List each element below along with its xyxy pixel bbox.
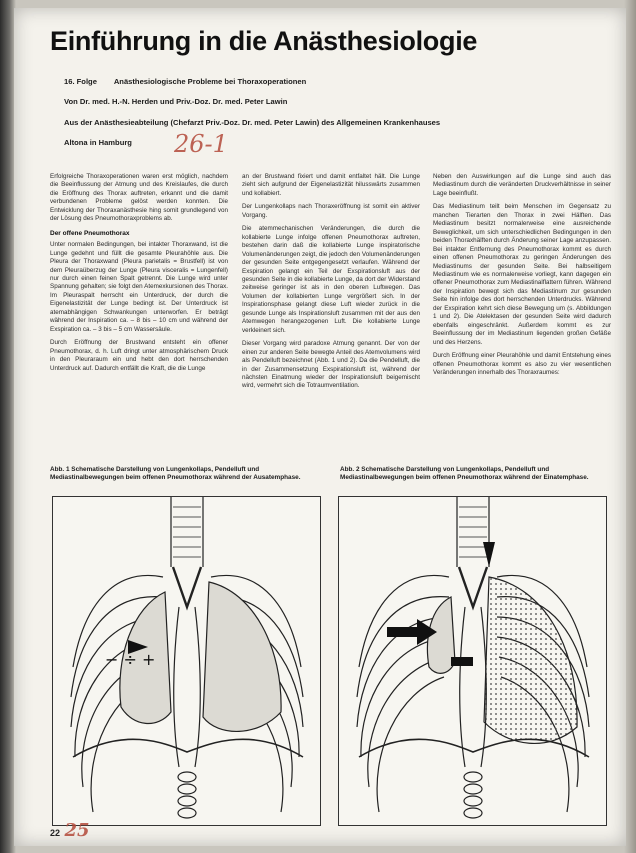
handwritten-page-number: 25 <box>64 820 90 841</box>
paragraph: Durch Eröffnung einer Pleurahöhle und damit Entstehung eines offenen Pneumothorax kommt es also zu vier wesentlichen Veränderungen innerhalb des Thoraxraumes: <box>433 352 611 376</box>
series-topic: Anästhesiologische Probleme bei Thoraxoperationen <box>113 77 307 86</box>
paragraph: Unter normalen Bedingungen, bei intakter Thoraxwand, ist die Lunge gedehnt und füllt die gesamte Pleurahöhle aus. Die Pleura der Thoraxwand (Pleura parietalis = Brustfell) ist von dem Pleuraüberzug der Lunge (Pleura visceralis = Lungenfell) nur durch einen feinen Spalt getrennt. Die Lunge wird unter Spannung gehalten; sie folgt den Atemexkursionen des Thorax. Im Pleuraspalt herrscht ein Unterdruck, der durch die Eigenelastizität der Lunge bedingt ist. Der Unterdruck ist atemabhängigen Schwankungen unterworfen. Er beträgt während der Inspiration ca. – 8 bis – 10 cm und während der Exspiration ca. – 3 bis – 5 cm Wassersäule. <box>50 241 228 333</box>
intro-paragraph: Erfolgreiche Thoraxoperationen waren erst möglich, nachdem die Beeinflussung der Atmung und des Kreislaufes, die durch die Eröffnung des Thorax auftreten, erkannt und die damit verbundenen Probleme gelöst werden konnten. Die Entwicklung der Thoraxanästhesie hing somit grundlegend von der Lösung des Pneumothoraxproblems ab. <box>50 173 228 223</box>
figure-2-illustration <box>338 496 607 826</box>
paragraph: an der Brustwand fixiert und damit entfaltet hält. Die Lunge zieht sich aufgrund der Eigenelastizität hilusswärts zusammen und kollabiert. <box>242 173 420 197</box>
section-heading: Der offene Pneumothorax <box>50 229 130 237</box>
text-column-2 <box>242 173 420 396</box>
text-column-1 <box>50 173 228 378</box>
affiliation-line: Aus der Anästhesieabteilung (Chefarzt Priv.-Doz. Dr. med. Peter Lawin) des Allgemeinen Krankenhauses <box>64 118 441 127</box>
pressure-signs: − ÷ + <box>105 650 156 669</box>
thorax-illustration-inspiration <box>339 497 606 825</box>
authors-line: Von Dr. med. H.-N. Herden und Priv.-Doz. Dr. med. Peter Lawin <box>64 97 288 106</box>
paragraph: Neben den Auswirkungen auf die Lunge sind auch das Mediastinum durch die veränderten Druckverhältnisse in seiner Lage beeinflußt. <box>433 173 611 197</box>
paragraph: Durch Eröffnung der Brustwand entsteht ein offener Pneumothorax, d. h. Luft dringt unter atmosphärischem Druck in den Pleuraraum ein und hebt den dort herrschenden Unterdruck auf. Dadurch entfällt die Kraft, die die Lunge <box>50 339 228 372</box>
paragraph: Die atemmechanischen Veränderungen, die durch die kollabierte Lunge infolge offenen Pneumothorax auftreten, bestehen darin daß die kollabierte Lunge inspiratorische Volumenänderungen zeigt, die jedoch den Volumenänderungen der gesunden Seite entgegengesetzt verlaufen. Während der Exspiration gelangt ein Teil der Exspirationsluft aus der gesunden Seite in die kollabierte Lunge, da dort der Widerstand zeitweise geringer ist als in den oberen Luftwegen. Das Volumen der kollabierten Lunge vergrößert sich. In der Inspirationsphase gelangt diese Luft wieder zurück in die gesunde Lunge als Inspirationsluft zusammen mit der aus den Atemwegen herangezogenen Luft. Die kollabierte Lunge verkleinert sich. <box>242 225 420 334</box>
page-number <box>50 820 90 841</box>
figure-1-illustration <box>52 496 321 826</box>
paragraph: Der Lungenkollaps nach Thoraxeröffnung ist somit ein aktiver Vorgang. <box>242 203 420 219</box>
mediastinal-shift-marker <box>451 657 473 666</box>
series-line <box>64 77 306 86</box>
text-column-3 <box>433 173 611 382</box>
handwritten-note: 26-1 <box>174 130 228 158</box>
trachea-arrow <box>483 542 495 567</box>
page-title: Einführung in die Anästhesiologie <box>50 26 478 56</box>
figure-2-caption: Abb. 2 Schematische Darstellung von Lungenkollaps, Pendelluft und Mediastinalbewegungen beim offenen Pneumothorax während der Einatemphase. <box>340 466 589 482</box>
figure-1-caption: Abb. 1 Schematische Darstellung von Lungenkollaps, Pendelluft und Mediastinalbewegungen beim offenen Pneumothorax während der Ausatemphase. <box>50 466 301 482</box>
thorax-illustration-expiration <box>53 497 320 825</box>
series-number: 16. Folge <box>64 77 97 86</box>
paragraph: Dieser Vorgang wird paradoxe Atmung genannt. Der von der einen zur anderen Seite bewegte Anteil des Atemvolumens wird als Pendelluft bezeichnet (Abb. 1 und 2). Da die Pendelluft, die in der Zusammensetzung Exspirationsluft ist, während der nächsten Einatmung wieder der Inspirationsluft beigemischt wird, vermehrt sich die Totraumventilation. <box>242 340 420 390</box>
document-page <box>14 8 626 846</box>
page-number-text: 22 <box>50 828 61 838</box>
paragraph: Das Mediastinum teilt beim Menschen im Gegensatz zu manchen Tierarten den Thorax in zwei Hälften. Das Mediastinum besitzt normalerweise eine ausreichende Beweglichkeit, um sich unterschiedlichen Bedingungen in den beiden Thoraxhälften durch Änderung seiner Lage anzupassen. Bei intakter Entfernung des Pneumothorax kommt es durch einen offenen Pneumothorax zu geringen Änderungen des Mediastinums der gesunden Seite. Bei halbseitigem Mediastinum wie es normalerweise vorliegt, kann dagegen ein offener Pneumothorax zum Mediastinalflattern führen. Während der Inspiration bewegt sich das Mediastinum zur gesunden Seite hin infolge des dort herrschenden Unterdrucks. Während der Exspiration kehrt sich diese Bewegung um (s. Abbildungen 1 und 2). Die Atelektasen der gesunden Seite wird dadurch ebenfalls eingeschränkt. Außerdem kommt es zur Beeinflussung der im Mediastinum liegenden großen Gefäße und des Herzens. <box>433 203 611 346</box>
location-line: Altona in Hamburg <box>64 138 132 147</box>
